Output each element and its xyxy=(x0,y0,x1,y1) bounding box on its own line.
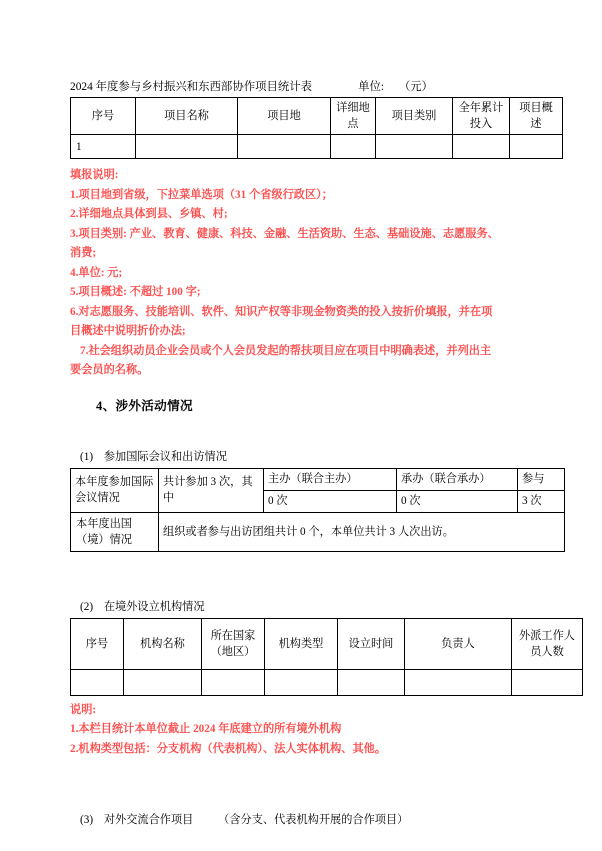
table-header-row xyxy=(71,98,563,135)
col-header-country-region: 所在国家（地区） xyxy=(202,618,265,669)
col-header-dispatched-staff-count: 外派工作人员人数 xyxy=(512,618,583,669)
note-item-2: 2.机构类型包括：分支机构（代表机构）、法人实体机构、其他。 xyxy=(70,742,387,755)
col-header-established-time: 设立时间 xyxy=(338,618,405,669)
col-header-institution-name: 机构名称 xyxy=(124,618,202,669)
subsection-2-label: 在境外设立机构情况 xyxy=(103,600,205,613)
table1-unit xyxy=(358,78,433,94)
table1-title-row xyxy=(70,78,519,94)
row-label-overseas-travel: 本年度出国（境）情况 xyxy=(71,512,159,551)
col-header-project-place: 项目地 xyxy=(238,98,331,135)
spacer xyxy=(70,414,519,448)
cell-institution-type[interactable] xyxy=(265,669,338,695)
col-header-seq: 序号 xyxy=(71,618,124,669)
international-conference-table xyxy=(70,468,565,552)
cell-participate-count[interactable]: 3 次 xyxy=(518,490,565,512)
col-header-project-name: 项目名称 xyxy=(136,98,238,135)
col-header-seq: 序号 xyxy=(71,98,136,135)
col-header-participate: 参与 xyxy=(518,468,565,490)
section-heading-foreign-activities: 4、涉外活动情况 xyxy=(96,398,193,413)
note-item-1: 1.本栏目统计本单位截止 2024 年底建立的所有境外机构 xyxy=(70,723,342,735)
note-item-1: 1.项目地到省级，下拉菜单选项（31 个省级行政区）； xyxy=(70,188,333,201)
note-item-7-cont: 要会员的名称。 xyxy=(70,364,149,376)
subsection-3-label-row xyxy=(80,811,519,827)
note-item-3: 3.项目类别: 产业、教育、健康、科技、金融、生活资助、生态、基础设施、志愿服务、 xyxy=(70,227,499,240)
col-header-project-category: 项目类别 xyxy=(376,98,453,135)
table1-notes xyxy=(70,166,519,381)
row-label-conference: 本年度参加国际会议情况 xyxy=(71,468,159,512)
subsection-2-label-row xyxy=(80,598,519,614)
cell-seq[interactable]: 1 xyxy=(71,135,136,159)
table1-title: 2024 年度参与乡村振兴和东西部协作项目统计表 xyxy=(70,81,313,93)
notes-title: 说明: xyxy=(70,703,97,716)
note-item-7: 7.社会组织动员企业会员或个人会员发起的帮扶项目应在项目中明确表述，并列出主 xyxy=(80,344,492,357)
table1-unit-value: （元） xyxy=(398,81,434,93)
subsection-2-number: (2) xyxy=(80,600,94,613)
cell-dispatched-staff-count[interactable] xyxy=(512,669,583,695)
cell-conference-summary: 共计参加 3 次，其中 xyxy=(159,468,264,512)
subsection-3-extra: （含分支、代表机构开展的合作项目） xyxy=(218,814,409,826)
cell-project-name[interactable] xyxy=(136,135,238,159)
subsection-3-number: (3) xyxy=(80,814,94,826)
cell-host-count[interactable]: 0 次 xyxy=(264,490,397,512)
table-row xyxy=(71,468,565,490)
col-header-detail-place: 详细地点 xyxy=(331,98,376,135)
spacer xyxy=(70,552,519,598)
cell-annual-investment[interactable] xyxy=(453,135,510,159)
rural-revitalization-project-table xyxy=(70,97,563,159)
col-header-organize: 承办（联合承办） xyxy=(397,468,518,490)
cell-project-summary[interactable] xyxy=(510,135,563,159)
cell-responsible-person[interactable] xyxy=(405,669,512,695)
table-row xyxy=(71,512,565,551)
cell-project-category[interactable] xyxy=(376,135,453,159)
cell-country-region[interactable] xyxy=(202,669,265,695)
cell-institution-name[interactable] xyxy=(124,669,202,695)
col-header-annual-investment: 全年累计投入 xyxy=(453,98,510,135)
table-header-row xyxy=(71,618,583,669)
note-item-4: 4.单位: 元; xyxy=(70,266,123,279)
note-item-2: 2.详细地点具体到县、乡镇、村; xyxy=(70,208,228,220)
subsection-1-number: (1) xyxy=(80,450,94,463)
cell-seq[interactable] xyxy=(71,669,124,695)
cell-organize-count[interactable]: 0 次 xyxy=(397,490,518,512)
spacer xyxy=(70,759,519,805)
subsection-1-label-row xyxy=(80,448,519,464)
note-item-6: 6.对志愿服务、技能培训、软件、知识产权等非现金物资类的投入按折价填报，并在项 xyxy=(70,305,493,318)
table-row[interactable] xyxy=(71,669,583,695)
notes-title: 填报说明: xyxy=(70,169,119,181)
subsection-1-label: 参加国际会议和出访情况 xyxy=(103,450,227,463)
table3-notes xyxy=(70,701,519,760)
col-header-institution-type: 机构类型 xyxy=(265,618,338,669)
col-header-project-summary: 项目概述 xyxy=(510,98,563,135)
col-header-responsible-person: 负责人 xyxy=(405,618,512,669)
overseas-institutions-table xyxy=(70,618,583,696)
cell-overseas-travel-text[interactable]: 组织或者参与出访团组共计 0 个，本单位共计 3 人次出访。 xyxy=(159,512,565,551)
table1-unit-label: 单位: xyxy=(358,81,385,93)
note-item-6-cont: 目概述中说明折价办法; xyxy=(70,325,186,337)
document-content xyxy=(70,78,575,831)
note-item-5: 5.项目概述: 不超过 100 字; xyxy=(70,286,201,298)
cell-established-time[interactable] xyxy=(338,669,405,695)
subsection-3-label: 对外交流合作项目 xyxy=(103,814,194,826)
cell-detail-place[interactable] xyxy=(331,135,376,159)
col-header-host: 主办（联合主办） xyxy=(264,468,397,490)
note-item-3-cont: 消费; xyxy=(70,247,97,259)
cell-project-place[interactable] xyxy=(238,135,331,159)
table-row[interactable] xyxy=(71,135,563,159)
